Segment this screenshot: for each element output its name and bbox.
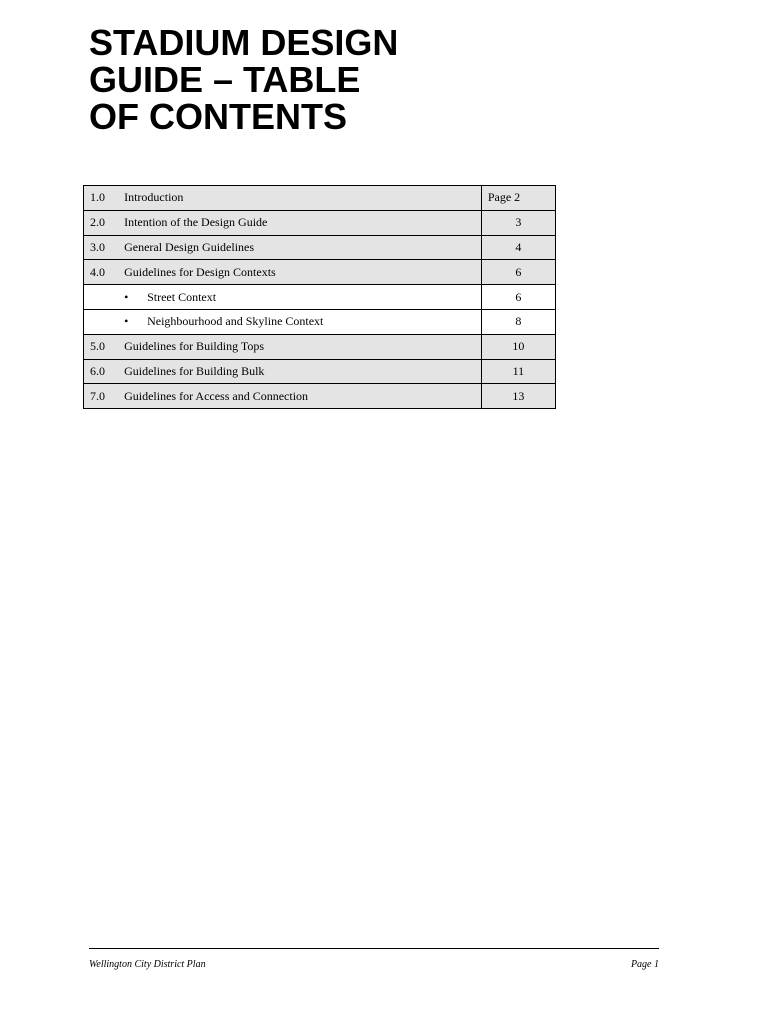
table-of-contents [83, 185, 556, 409]
toc-row-label: Guidelines for Building Tops [124, 334, 481, 359]
toc-row-page: 8 [481, 309, 555, 334]
toc-row-page: 13 [481, 384, 555, 409]
toc-subrow-label-cell [124, 309, 481, 334]
toc-row-number: 6.0 [84, 359, 125, 384]
toc-row-number: 7.0 [84, 384, 125, 409]
toc-row[interactable] [84, 359, 556, 384]
bullet-icon: • [124, 314, 129, 329]
toc-subrow-label-cell [124, 285, 481, 310]
toc-row-page: Page 2 [481, 186, 555, 211]
footer-divider [89, 948, 659, 949]
toc-row-label: Guidelines for Building Bulk [124, 359, 481, 384]
bullet-icon: • [124, 289, 129, 304]
toc-row-label: Guidelines for Design Contexts [124, 260, 481, 285]
title-line-3: OF CONTENTS [89, 96, 347, 137]
toc-row-page: 11 [481, 359, 555, 384]
toc-row-number: 5.0 [84, 334, 125, 359]
toc-row-label: Introduction [124, 186, 481, 211]
toc-row-page: 3 [481, 210, 555, 235]
toc-row-number: 3.0 [84, 235, 125, 260]
toc-row[interactable] [84, 186, 556, 211]
toc-row-number: 2.0 [84, 210, 125, 235]
toc-row-label: General Design Guidelines [124, 235, 481, 260]
toc-row[interactable] [84, 235, 556, 260]
toc-subrow[interactable] [84, 309, 556, 334]
toc-row[interactable] [84, 260, 556, 285]
toc-row-number: 4.0 [84, 260, 125, 285]
toc-row-label: Intention of the Design Guide [124, 210, 481, 235]
title-line-2: GUIDE – TABLE [89, 59, 361, 100]
footer-page-number: Page 1 [630, 959, 659, 970]
toc-row[interactable] [84, 210, 556, 235]
page-title [89, 24, 509, 135]
toc-row-page: 4 [481, 235, 555, 260]
toc-row-page: 6 [481, 260, 555, 285]
toc-row-number [84, 285, 125, 310]
toc-row-label: Neighbourhood and Skyline Context [147, 314, 324, 329]
toc-row-number [84, 309, 125, 334]
title-line-1: STADIUM DESIGN [89, 22, 399, 63]
footer-document-name: Wellington City District Plan [89, 959, 206, 970]
toc-row-page: 10 [481, 334, 555, 359]
toc-row-page: 6 [481, 285, 555, 310]
toc-subrow[interactable] [84, 285, 556, 310]
toc-row-label: Guidelines for Access and Connection [124, 384, 481, 409]
toc-row-number: 1.0 [84, 186, 125, 211]
toc-row[interactable] [84, 334, 556, 359]
toc-row[interactable] [84, 384, 556, 409]
toc-row-label: Street Context [147, 289, 217, 304]
